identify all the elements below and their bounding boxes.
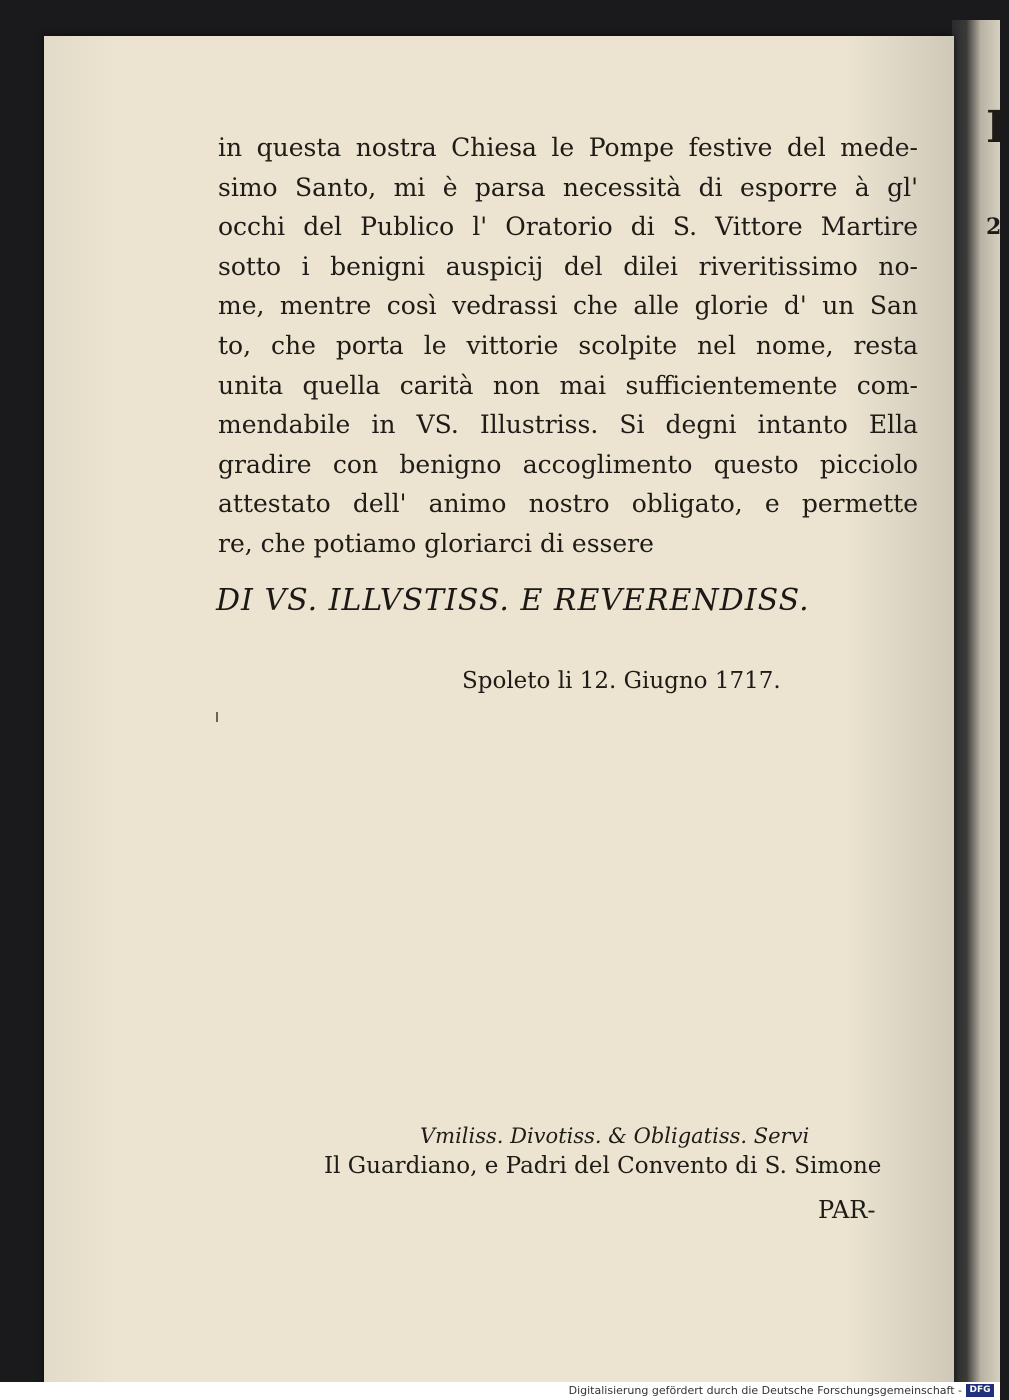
- body-line: simo Santo, mi è parsa necessità di esporre à gl': [218, 172, 918, 202]
- body-line: attestato dell' animo nostro obligato, e permette: [218, 489, 918, 519]
- signature-names: Il Guardiano, e Padri del Convento di S. Simone: [324, 1153, 882, 1179]
- adjacent-page-edge: [952, 20, 1009, 1390]
- adjacent-page-fragment: 2.: [986, 214, 1009, 240]
- body-line: unita quella carità non mai sufficientemente com-: [218, 370, 918, 400]
- body-line: in questa nostra Chiesa le Pompe festive del mede-: [218, 133, 918, 162]
- digitization-footer: [0, 1382, 1000, 1400]
- body-line: occhi del Publico l' Oratorio di S. Vittore Martire: [218, 212, 918, 242]
- dfg-logo: DFG: [966, 1384, 994, 1397]
- body-line: gradire con benigno accoglimento questo picciolo: [218, 449, 918, 479]
- body-line: me, mentre così vedrassi che alle glorie d' un San: [218, 291, 918, 321]
- body-line: to, che porta le vittorie scolpite nel nome, resta: [218, 330, 918, 360]
- date-line: Spoleto li 12. Giugno 1717.: [462, 668, 781, 694]
- printer-mark: [216, 712, 218, 722]
- catchword: PAR-: [818, 1196, 876, 1224]
- letter-body: [218, 128, 918, 564]
- adjacent-page-letter: I: [986, 102, 1007, 153]
- body-line: sotto i benigni auspicij del dilei riveritissimo no-: [218, 251, 918, 281]
- signature-formula: Vmiliss. Divotiss. & Obligatiss. Servi: [420, 1124, 810, 1148]
- body-line: re, che potiamo gloriarci di essere: [218, 528, 654, 558]
- footer-credit: Digitalisierung gefördert durch die Deutsche Forschungsgemeinschaft -: [568, 1384, 962, 1397]
- closing-salutation: DI VS. ILLVSTISS. E REVERENDISS.: [216, 583, 810, 618]
- body-line: mendabile in VS. Illustriss. Si degni intanto Ella: [218, 410, 918, 440]
